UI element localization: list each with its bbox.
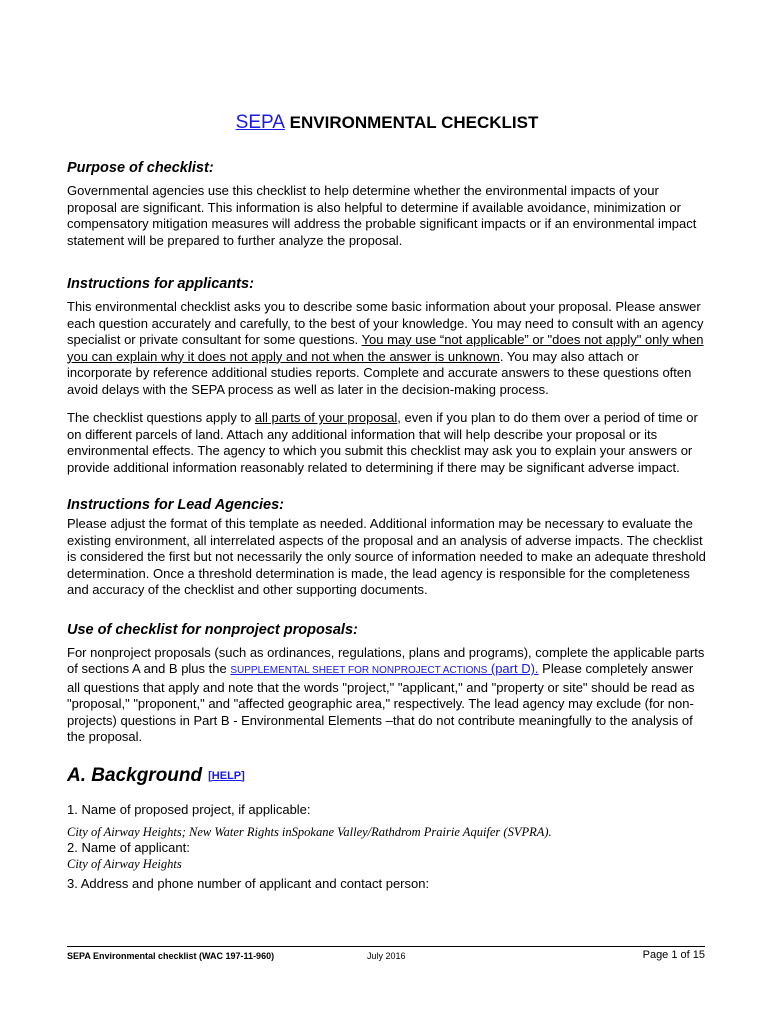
lead-agencies-heading: Instructions for Lead Agencies: [67,497,284,513]
footer-document-name: SEPA Environmental checklist (WAC 197-11-960) [67,951,275,961]
nonproject-text-a: For nonproject proposals (such as ordinances, regulations, plans and programs), complete the applicable parts of sections A and B plus the [67,644,705,676]
supplemental-sheet-link[interactable]: SUPPLEMENTAL SHEET FOR NONPROJECT ACTIONS [230,665,488,676]
footer-date: July 2016 [367,951,406,961]
nonproject-text [67,645,707,746]
purpose-text: Governmental agencies use this checklist to help determine whether the environmental impacts of your proposal are significant. This information is also helpful to determine if available avoidance, minimization or compensatory mitigation measures will address the probable significant impacts or if an environmental impact statement will be prepared to further analyze the proposal. [67,183,697,248]
question-3: 3. Address and phone number of applicant and contact person: [67,875,430,891]
page-footer [67,946,705,966]
applicants-paragraph-1 [67,299,707,398]
answer-2: City of Airway Heights [67,856,182,871]
applicants-p1-underlined: You may use “not applicable” or "does not apply" only when you can explain why it does not apply and not when the answer is unknown [67,332,704,364]
applicants-heading: Instructions for applicants: [67,276,254,292]
nonproject-heading: Use of checklist for nonproject proposals: [67,621,358,638]
sepa-link[interactable]: SEPA [235,112,285,133]
answer-1: City of Airway Heights; New Water Rights inSpokane Valley/Rathdrom Prairie Aquifer (SVPRA). [67,824,552,839]
applicants-p2-underlined: all parts of your proposal [254,410,398,425]
applicants-paragraph-2 [67,410,707,476]
background-title: A. Background [67,764,203,786]
applicants-p1-text-b: . You may also attach or incorporate by reference additional studies reports. Complete and accurate answers to these questions often avoid delays with the SEPA process as well as later in the decision-making process. [67,348,692,397]
page-title [67,112,707,134]
applicants-p1-text-a: This environmental checklist asks you to describe some basic information about your proposal. Please answer each question accurately and carefully, to the best of your knowledge. You may need to consult with an agency specialist or private consultant for some questions. [67,299,704,347]
nonproject-text-b: Please completely answer all questions that apply and note that the words "project," "applicant," and "property or site" should be read as "proposal," "proponent," and "affected geographic area," respectively. The lead agency may exclude (for non-projects) questions in Part B - Environmental Elements –that do not contribute meaningfully to the analysis of the proposal. [67,661,695,744]
question-1: 1. Name of proposed project, if applicable: [67,801,311,817]
footer-page-number: Page 1 of 15 [642,949,705,961]
lead-agencies-text: Please adjust the format of this template as needed. Additional information may be necessary to evaluate the existing environment, all interrelated aspects of the proposal and an analysis of adverse impacts. The checklist is considered the first but not necessarily the only source of information needed to make an adequate threshold determination. Once a threshold determination is made, the lead agency is responsible for the completeness and accuracy of the checklist and other supporting documents. [67,516,706,597]
title-text: ENVIRONMENTAL CHECKLIST [284,113,539,132]
page-content [67,112,707,892]
purpose-heading: Purpose of checklist: [67,160,214,176]
background-heading [67,764,707,788]
help-link[interactable]: [HELP] [208,769,245,782]
question-2: 2. Name of applicant: [67,839,190,855]
applicants-p2-text-a: The checklist questions apply to [67,410,255,425]
part-d-link[interactable]: (part D). [487,661,539,676]
applicants-p2-text-b: , even if you plan to do them over a period of time or on different parcels of land. Attach any additional information that will help describe your proposal or its environmental effects. The agency to which you submit this checklist may ask you to explain your answers or provide additional information reasonably related to determining if there may be significant adverse impact. [67,410,698,475]
